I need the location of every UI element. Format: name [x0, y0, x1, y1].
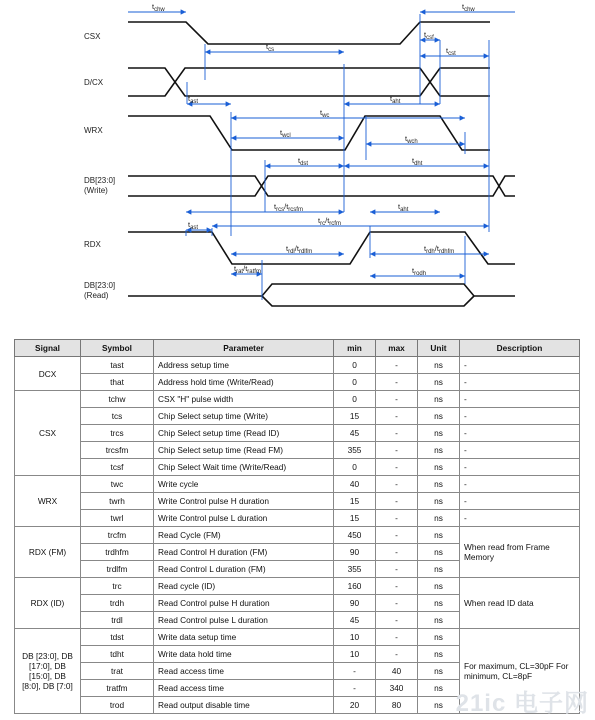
signal-cell: RDX (ID)	[15, 578, 81, 629]
timing-spec-table	[14, 339, 580, 714]
min-cell: 15	[334, 408, 376, 425]
unit-cell: ns	[418, 527, 460, 544]
label-twcl: $t_{wcl}$	[280, 128, 291, 139]
unit-cell: ns	[418, 391, 460, 408]
symbol-cell: tcs	[81, 408, 154, 425]
description-cell: -	[460, 510, 580, 527]
unit-cell: ns	[418, 663, 460, 680]
symbol-cell: trat	[81, 663, 154, 680]
parameter-cell: CSX "H" pulse width	[154, 391, 334, 408]
min-cell: 20	[334, 697, 376, 714]
max-cell: -	[376, 425, 418, 442]
max-cell: -	[376, 459, 418, 476]
parameter-cell: Chip Select Wait time (Write/Read)	[154, 459, 334, 476]
max-cell: -	[376, 595, 418, 612]
label-taht-2: $t_{aht}$	[398, 202, 409, 213]
max-cell: -	[376, 357, 418, 374]
unit-cell: ns	[418, 612, 460, 629]
parameter-cell: Read Control pulse H duration	[154, 595, 334, 612]
table-row	[15, 391, 580, 408]
label-trdl: $t_{rdl}/t_{rdlfm}$	[286, 244, 313, 255]
symbol-cell: trdh	[81, 595, 154, 612]
label-tchw-1: $t_{chw}$	[152, 2, 165, 13]
parameter-cell: Read Control pulse L duration	[154, 612, 334, 629]
label-trdh: $t_{rdh}/t_{rdhfm}$	[424, 244, 455, 255]
symbol-cell: tdht	[81, 646, 154, 663]
symbol-cell: twrl	[81, 510, 154, 527]
table-row	[15, 510, 580, 527]
timing-diagram	[0, 0, 595, 325]
header-description: Description	[460, 340, 580, 357]
unit-cell: ns	[418, 425, 460, 442]
label-tcsf: $t_{csf}$	[424, 30, 434, 41]
signal-cell: DCX	[15, 357, 81, 391]
max-cell: -	[376, 408, 418, 425]
parameter-cell: Read cycle (ID)	[154, 578, 334, 595]
table-row	[15, 578, 580, 595]
unit-cell: ns	[418, 493, 460, 510]
min-cell: 90	[334, 595, 376, 612]
description-cell: -	[460, 476, 580, 493]
max-cell: 40	[376, 663, 418, 680]
unit-cell: ns	[418, 578, 460, 595]
header-max: max	[376, 340, 418, 357]
max-cell: -	[376, 442, 418, 459]
wave-db-read	[128, 284, 515, 306]
table-row	[15, 629, 580, 646]
signal-label-db-write-sub: (Write)	[84, 186, 108, 195]
symbol-cell: twc	[81, 476, 154, 493]
symbol-cell: trdl	[81, 612, 154, 629]
min-cell: 0	[334, 374, 376, 391]
parameter-cell: Read Cycle (FM)	[154, 527, 334, 544]
unit-cell: ns	[418, 442, 460, 459]
waveforms	[128, 22, 515, 306]
max-cell: -	[376, 544, 418, 561]
label-tchw-2: $t_{chw}$	[462, 2, 475, 13]
header-min: min	[334, 340, 376, 357]
label-twc: $t_{wc}$	[320, 108, 330, 119]
watermark-logo: 21ic 电子网	[455, 690, 589, 717]
unit-cell: ns	[418, 595, 460, 612]
min-cell: 45	[334, 612, 376, 629]
label-trcs: $t_{rcs}/t_{rcsfm}$	[274, 202, 303, 213]
min-cell: 10	[334, 646, 376, 663]
unit-cell: ns	[418, 697, 460, 714]
signal-label-db-read-sub: (Read)	[84, 291, 109, 300]
label-twch: $t_{wch}$	[405, 134, 418, 145]
description-cell: For maximum, CL=30pF For minimum, CL=8pF	[460, 629, 580, 714]
max-cell: -	[376, 510, 418, 527]
table-header-row	[15, 340, 580, 357]
label-trat: $t_{rat}/t_{ratfm}$	[234, 264, 261, 275]
description-cell: When read from Frame Memory	[460, 527, 580, 578]
signal-label-db-read: DB[23:0]	[84, 281, 116, 290]
signal-cell: CSX	[15, 391, 81, 476]
min-cell: 90	[334, 544, 376, 561]
max-cell: -	[376, 527, 418, 544]
table-row	[15, 374, 580, 391]
unit-cell: ns	[418, 459, 460, 476]
table-body	[15, 357, 580, 714]
signal-labels	[84, 32, 115, 300]
min-cell: 0	[334, 357, 376, 374]
parameter-cell: Write data setup time	[154, 629, 334, 646]
parameter-cell: Write cycle	[154, 476, 334, 493]
max-cell: -	[376, 629, 418, 646]
parameter-cell: Read output disable time	[154, 697, 334, 714]
label-tcs: $t_{cs}$	[266, 42, 275, 53]
max-cell: -	[376, 391, 418, 408]
parameter-cell: Read Control L duration (FM)	[154, 561, 334, 578]
wave-db-write-a	[128, 176, 515, 196]
max-cell: -	[376, 374, 418, 391]
min-cell: 45	[334, 425, 376, 442]
description-cell: -	[460, 425, 580, 442]
parameter-cell: Read Control H duration (FM)	[154, 544, 334, 561]
symbol-cell: tast	[81, 357, 154, 374]
wave-db-write-b	[128, 176, 515, 196]
description-cell: -	[460, 357, 580, 374]
description-cell: -	[460, 493, 580, 510]
unit-cell: ns	[418, 476, 460, 493]
parameter-cell: Address hold time (Write/Read)	[154, 374, 334, 391]
signal-label-rdx: RDX	[84, 240, 101, 249]
min-cell: 15	[334, 510, 376, 527]
table-row	[15, 408, 580, 425]
symbol-cell: trdhfm	[81, 544, 154, 561]
signal-label-csx: CSX	[84, 32, 101, 41]
description-cell: -	[460, 374, 580, 391]
parameter-cell: Write Control pulse L duration	[154, 510, 334, 527]
min-cell: 10	[334, 629, 376, 646]
max-cell: 340	[376, 680, 418, 697]
label-trc: $t_{rc}/t_{rcfm}$	[318, 216, 341, 227]
max-cell: -	[376, 561, 418, 578]
timing-arrows	[128, 12, 515, 276]
parameter-cell: Chip Select setup time (Read ID)	[154, 425, 334, 442]
reference-lines	[186, 14, 489, 300]
table-row	[15, 459, 580, 476]
table-row	[15, 493, 580, 510]
unit-cell: ns	[418, 374, 460, 391]
symbol-cell: trod	[81, 697, 154, 714]
signal-cell: DB [23:0], DB [17:0], DB [15:0], DB [8:0], DB [7:0]	[15, 629, 81, 714]
table-row	[15, 357, 580, 374]
max-cell: 80	[376, 697, 418, 714]
min-cell: 355	[334, 442, 376, 459]
min-cell: -	[334, 680, 376, 697]
unit-cell: ns	[418, 510, 460, 527]
min-cell: 0	[334, 391, 376, 408]
symbol-cell: trc	[81, 578, 154, 595]
parameter-cell: Write data hold time	[154, 646, 334, 663]
parameter-cell: Chip Select setup time (Read FM)	[154, 442, 334, 459]
description-cell: When read ID data	[460, 578, 580, 629]
wave-wrx	[128, 116, 490, 150]
signal-cell: RDX (FM)	[15, 527, 81, 578]
label-tdht: $t_{dht}$	[412, 156, 423, 167]
parameter-cell: Read access time	[154, 663, 334, 680]
max-cell: -	[376, 493, 418, 510]
max-cell: -	[376, 646, 418, 663]
symbol-cell: twrh	[81, 493, 154, 510]
unit-cell: ns	[418, 357, 460, 374]
description-cell: -	[460, 442, 580, 459]
wave-csx	[128, 22, 490, 44]
signal-label-wrx: WRX	[84, 126, 103, 135]
signal-cell: WRX	[15, 476, 81, 527]
symbol-cell: trcs	[81, 425, 154, 442]
label-tast-2: $t_{ast}$	[188, 220, 199, 231]
symbol-cell: tratfm	[81, 680, 154, 697]
symbol-cell: tchw	[81, 391, 154, 408]
signal-label-db-write: DB[23:0]	[84, 176, 116, 185]
parameter-cell: Chip Select setup time (Write)	[154, 408, 334, 425]
unit-cell: ns	[418, 544, 460, 561]
symbol-cell: that	[81, 374, 154, 391]
table-row	[15, 425, 580, 442]
symbol-cell: trdlfm	[81, 561, 154, 578]
max-cell: -	[376, 612, 418, 629]
header-unit: Unit	[418, 340, 460, 357]
min-cell: -	[334, 663, 376, 680]
symbol-cell: trcsfm	[81, 442, 154, 459]
description-cell: -	[460, 459, 580, 476]
header-signal: Signal	[15, 340, 81, 357]
min-cell: 40	[334, 476, 376, 493]
min-cell: 355	[334, 561, 376, 578]
min-cell: 450	[334, 527, 376, 544]
parameter-cell: Read access time	[154, 680, 334, 697]
symbol-cell: trcfm	[81, 527, 154, 544]
signal-label-dcx: D/CX	[84, 78, 104, 87]
min-cell: 15	[334, 493, 376, 510]
table-row	[15, 476, 580, 493]
max-cell: -	[376, 476, 418, 493]
header-parameter: Parameter	[154, 340, 334, 357]
label-trodh: $t_{rodh}$	[412, 266, 427, 277]
label-tcst: $t_{cst}$	[446, 46, 456, 57]
min-cell: 0	[334, 459, 376, 476]
parameter-cell: Write Control pulse H duration	[154, 493, 334, 510]
symbol-cell: tdst	[81, 629, 154, 646]
unit-cell: ns	[418, 646, 460, 663]
table-row	[15, 442, 580, 459]
unit-cell: ns	[418, 561, 460, 578]
label-tdst: $t_{dst}$	[298, 156, 309, 167]
table-row	[15, 527, 580, 544]
description-cell: -	[460, 391, 580, 408]
unit-cell: ns	[418, 680, 460, 697]
header-symbol: Symbol	[81, 340, 154, 357]
label-tast-1: $t_{ast}$	[188, 94, 199, 105]
wave-rdx	[128, 232, 515, 264]
symbol-cell: tcsf	[81, 459, 154, 476]
description-cell: -	[460, 408, 580, 425]
label-taht-1: $t_{aht}$	[390, 94, 401, 105]
min-cell: 160	[334, 578, 376, 595]
max-cell: -	[376, 578, 418, 595]
unit-cell: ns	[418, 408, 460, 425]
unit-cell: ns	[418, 629, 460, 646]
parameter-cell: Address setup time	[154, 357, 334, 374]
